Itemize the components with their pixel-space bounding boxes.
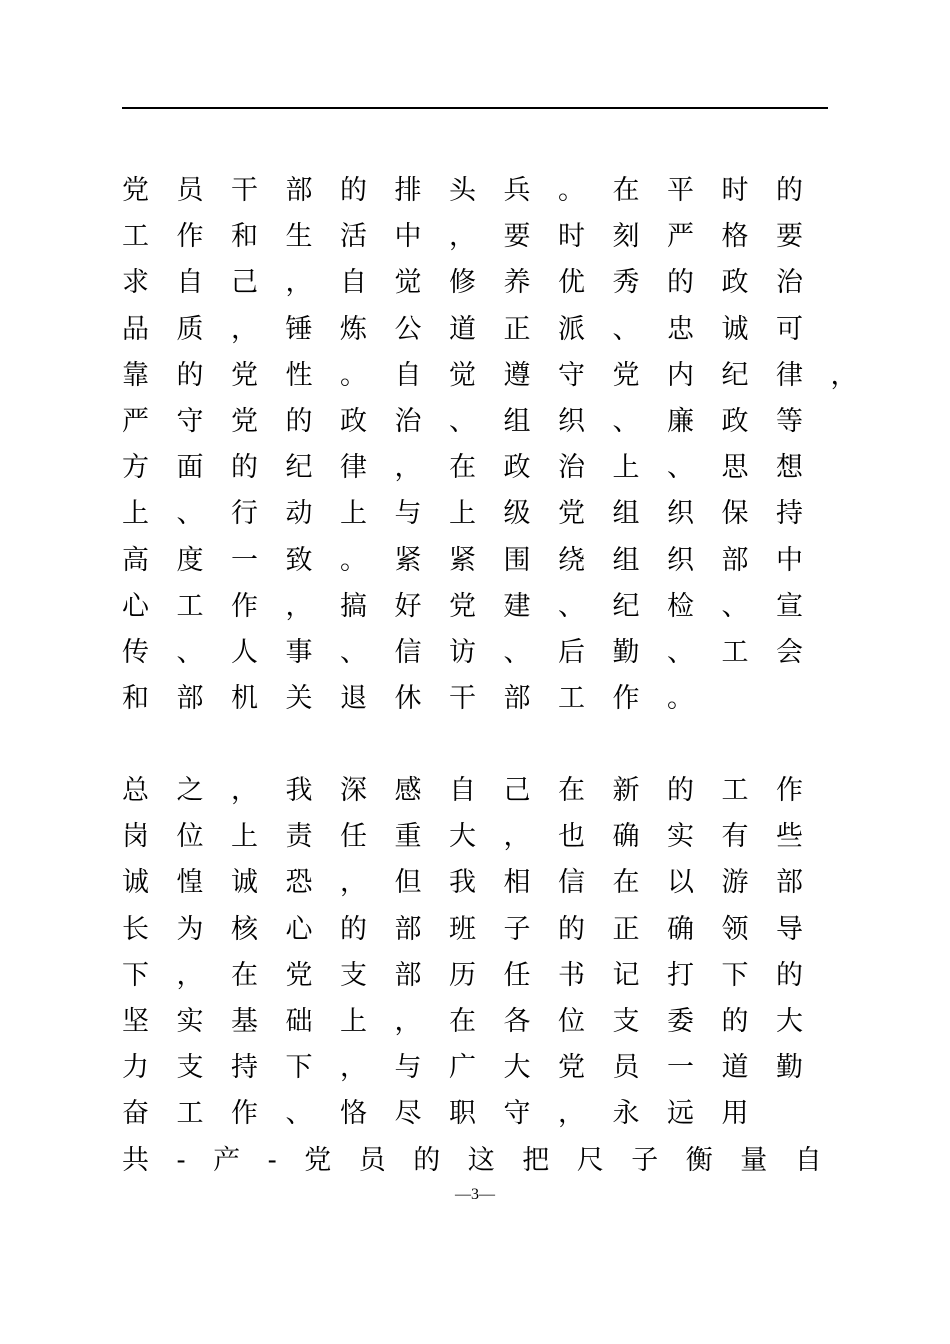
page-number: —3—	[455, 1186, 495, 1203]
text-line: 上、行动上与上级党组织保持	[122, 498, 831, 530]
header-rule	[122, 107, 828, 109]
text-line: 严守党的政治、组织、廉政等	[122, 405, 831, 437]
text-line: 求自己，自觉修养优秀的政治	[122, 267, 831, 299]
text-line: 和部机关退休干部工作。	[122, 683, 722, 715]
text-line: 心工作，搞好党建、纪检、宣	[122, 590, 831, 622]
text-line: 靠的党性。自觉遵守党内纪律，	[122, 359, 885, 391]
text-line: 共-产-党员的这把尺子衡量自	[122, 1144, 850, 1176]
text-line: 方面的纪律，在政治上、思想	[122, 452, 831, 484]
text-line: 总之，我深感自己在新的工作	[122, 775, 831, 806]
text-line: 诚惶诚恐，但我相信在以游部	[122, 867, 831, 899]
text-line: 党员干部的排头兵。在平时的	[122, 175, 831, 206]
text-line: 长为核心的部班子的正确领导	[122, 913, 831, 945]
text-line: 品质，锤炼公道正派、忠诚可	[122, 313, 831, 345]
text-line: 岗位上责任重大，也确实有些	[122, 821, 831, 853]
text-line: 奋工作、恪尽职守，永远用	[122, 1098, 776, 1130]
text-line: 传、人事、信访、后勤、工会	[122, 636, 831, 668]
text-line: 高度一致。紧紧围绕组织部中	[122, 544, 831, 576]
text-line: 工作和生活中，要时刻严格要	[122, 221, 831, 253]
text-line: 坚实基础上，在各位支委的大	[122, 1005, 831, 1037]
paragraph-2	[122, 768, 849, 1184]
paragraph-1	[122, 168, 885, 722]
text-line: 下，在党支部历任书记打下的	[122, 959, 831, 991]
text-line: 力支持下，与广大党员一道勤	[122, 1052, 831, 1084]
